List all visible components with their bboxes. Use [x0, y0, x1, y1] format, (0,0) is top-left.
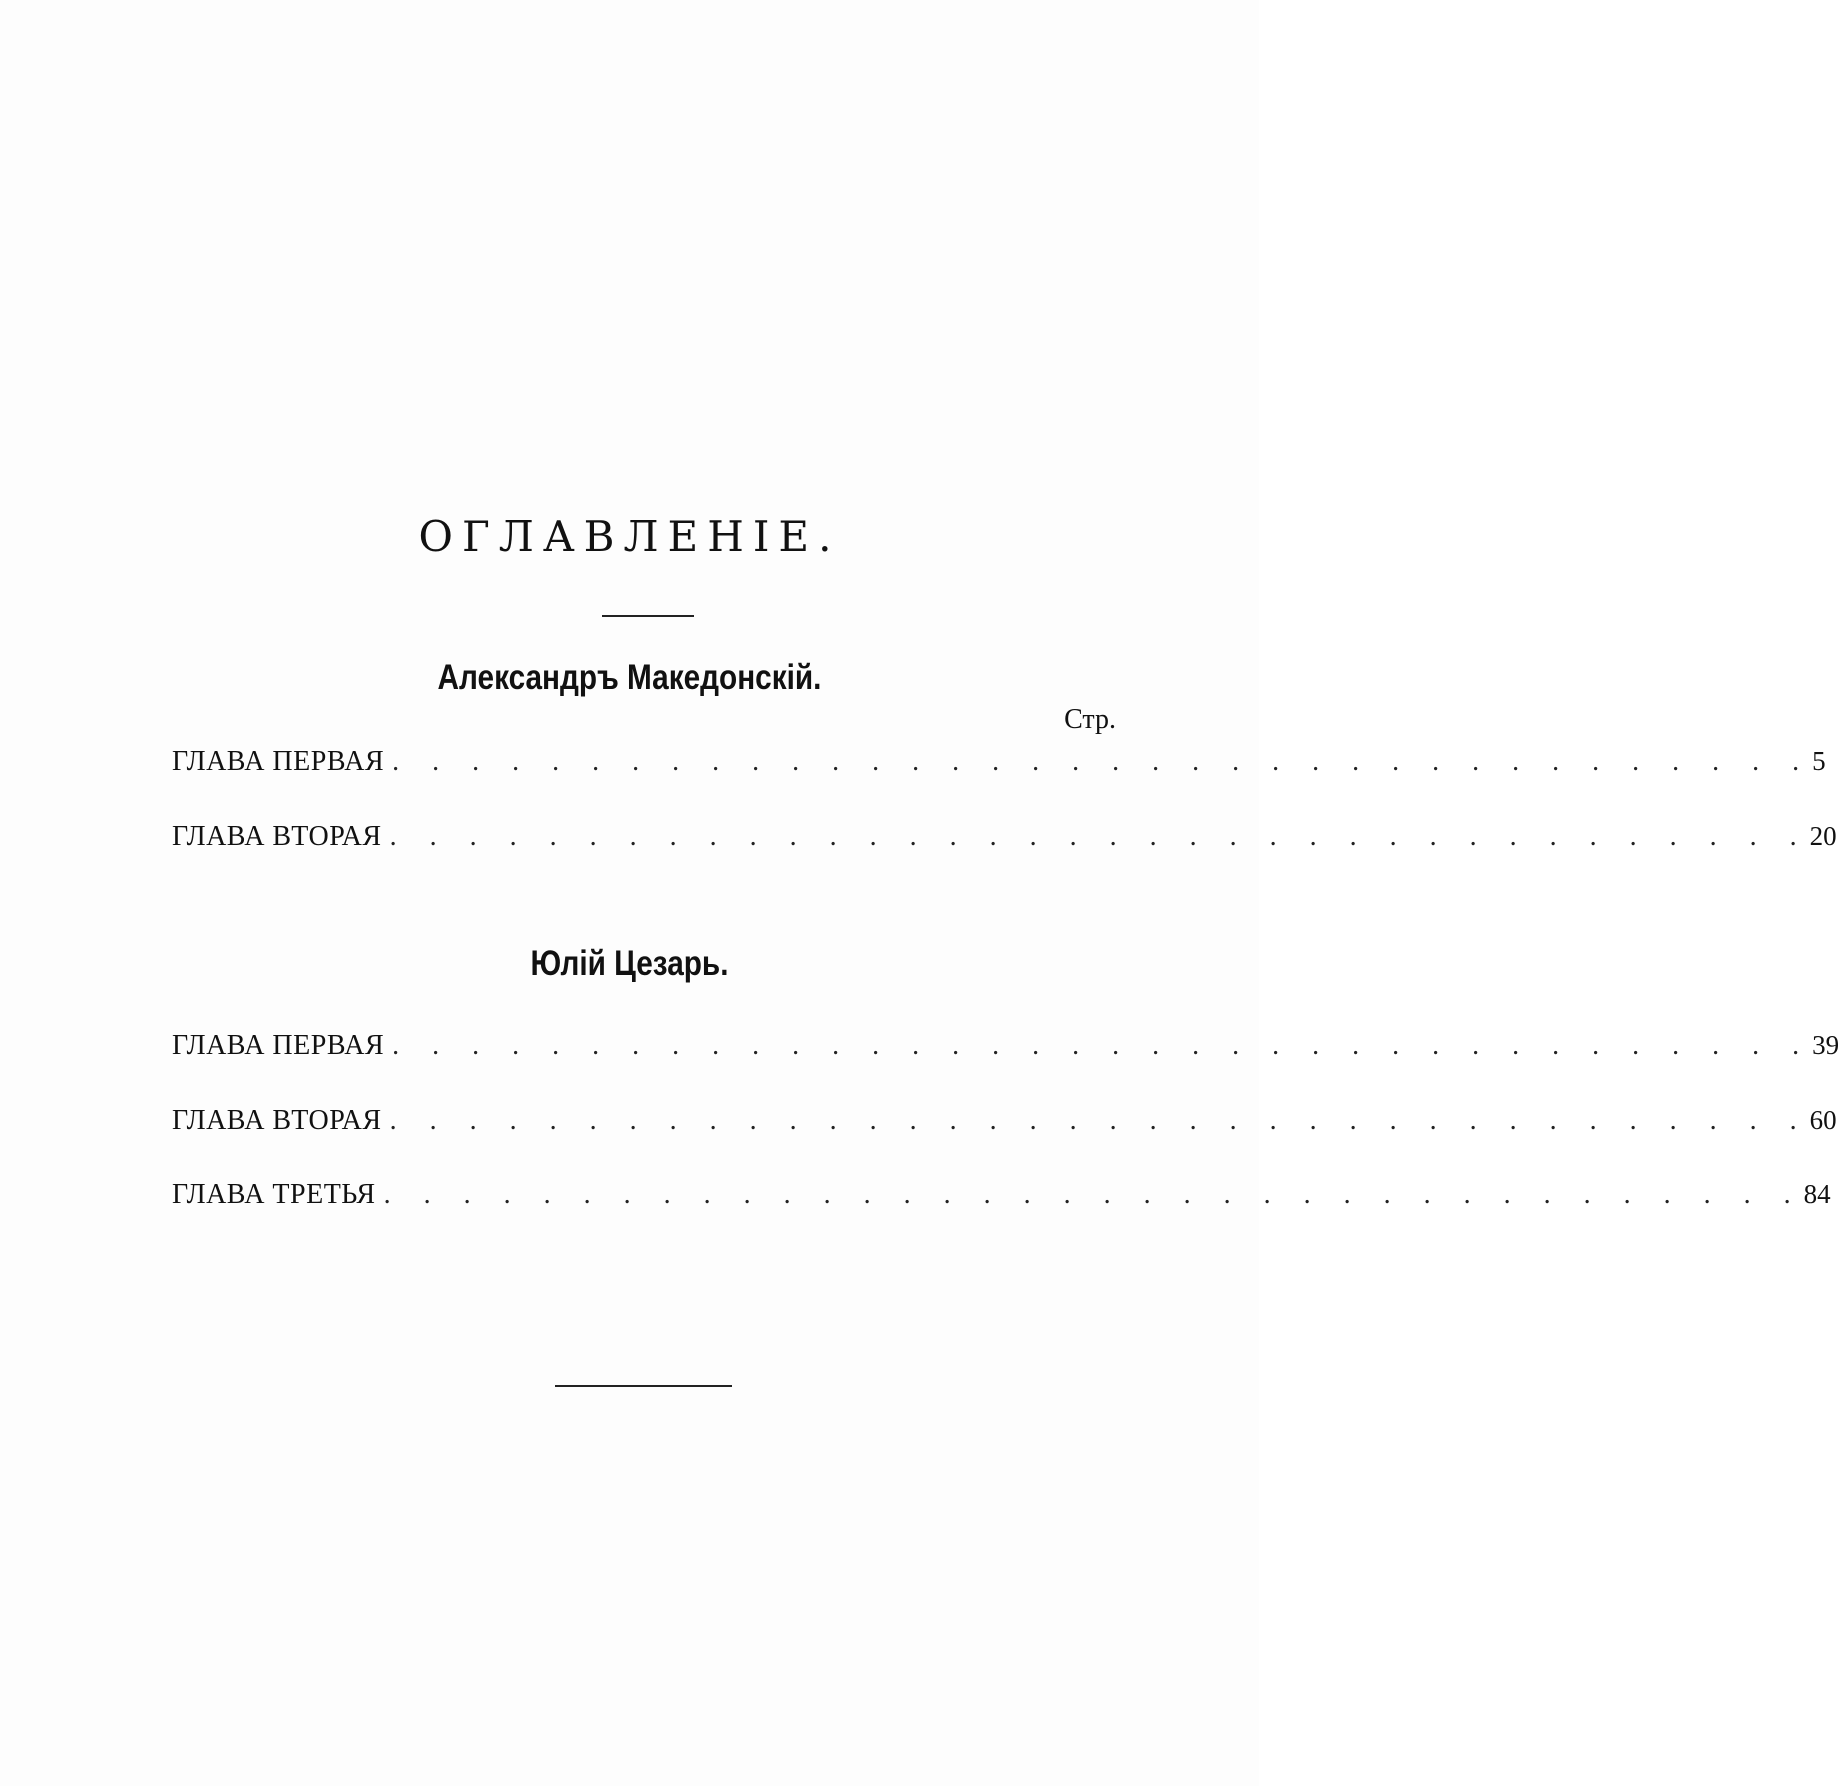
toc-entry-label: ГЛАВА ВТОРАЯ — [172, 1105, 382, 1136]
toc-entry-label: ГЛАВА ВТОРАЯ — [172, 821, 382, 852]
toc-entry-page: 60 — [1809, 1105, 1837, 1135]
dot-leader: . . . . . . . . . . . . . . . . . . . . . . . . . . . . . . . . . . . . — [392, 1030, 1813, 1061]
toc-entry — [172, 741, 1826, 781]
dot-leader: . . . . . . . . . . . . . . . . . . . . . . . . . . . . . . . . . . . . — [383, 1179, 1804, 1210]
toc-entry-page: 84 — [1803, 1179, 1831, 1209]
section-title-caesar: Юлій Цезарь. — [530, 944, 729, 983]
toc-entry — [172, 816, 1837, 856]
toc-entry-page: 20 — [1809, 821, 1837, 851]
toc-entry-page: 39 — [1812, 1030, 1839, 1060]
end-divider — [555, 1385, 732, 1387]
toc-entry — [172, 1100, 1837, 1140]
dot-leader: . . . . . . . . . . . . . . . . . . . . . . . . . . . . . . . . . . . . — [392, 746, 1813, 777]
title-divider — [602, 615, 694, 617]
dot-leader: . . . . . . . . . . . . . . . . . . . . . . . . . . . . . . . . . . . . — [389, 1105, 1810, 1136]
toc-entry — [172, 1174, 1831, 1214]
page-column-label: Стр. — [1064, 704, 1116, 735]
toc-entry — [172, 1025, 1839, 1065]
dot-leader: . . . . . . . . . . . . . . . . . . . . . . . . . . . . . . . . . . . . — [389, 821, 1810, 852]
toc-entry-label: ГЛАВА ПЕРВАЯ — [172, 746, 385, 777]
section-title-alexander: Александръ Македонскій. — [437, 658, 822, 697]
toc-entry-label: ГЛАВА ПЕРВАЯ — [172, 1030, 385, 1061]
toc-entry-page: 5 — [1812, 746, 1826, 776]
toc-entry-label: ГЛАВА ТРЕТЬЯ — [172, 1179, 376, 1210]
page-title: ОГЛАВЛЕНІЕ. — [418, 512, 841, 561]
